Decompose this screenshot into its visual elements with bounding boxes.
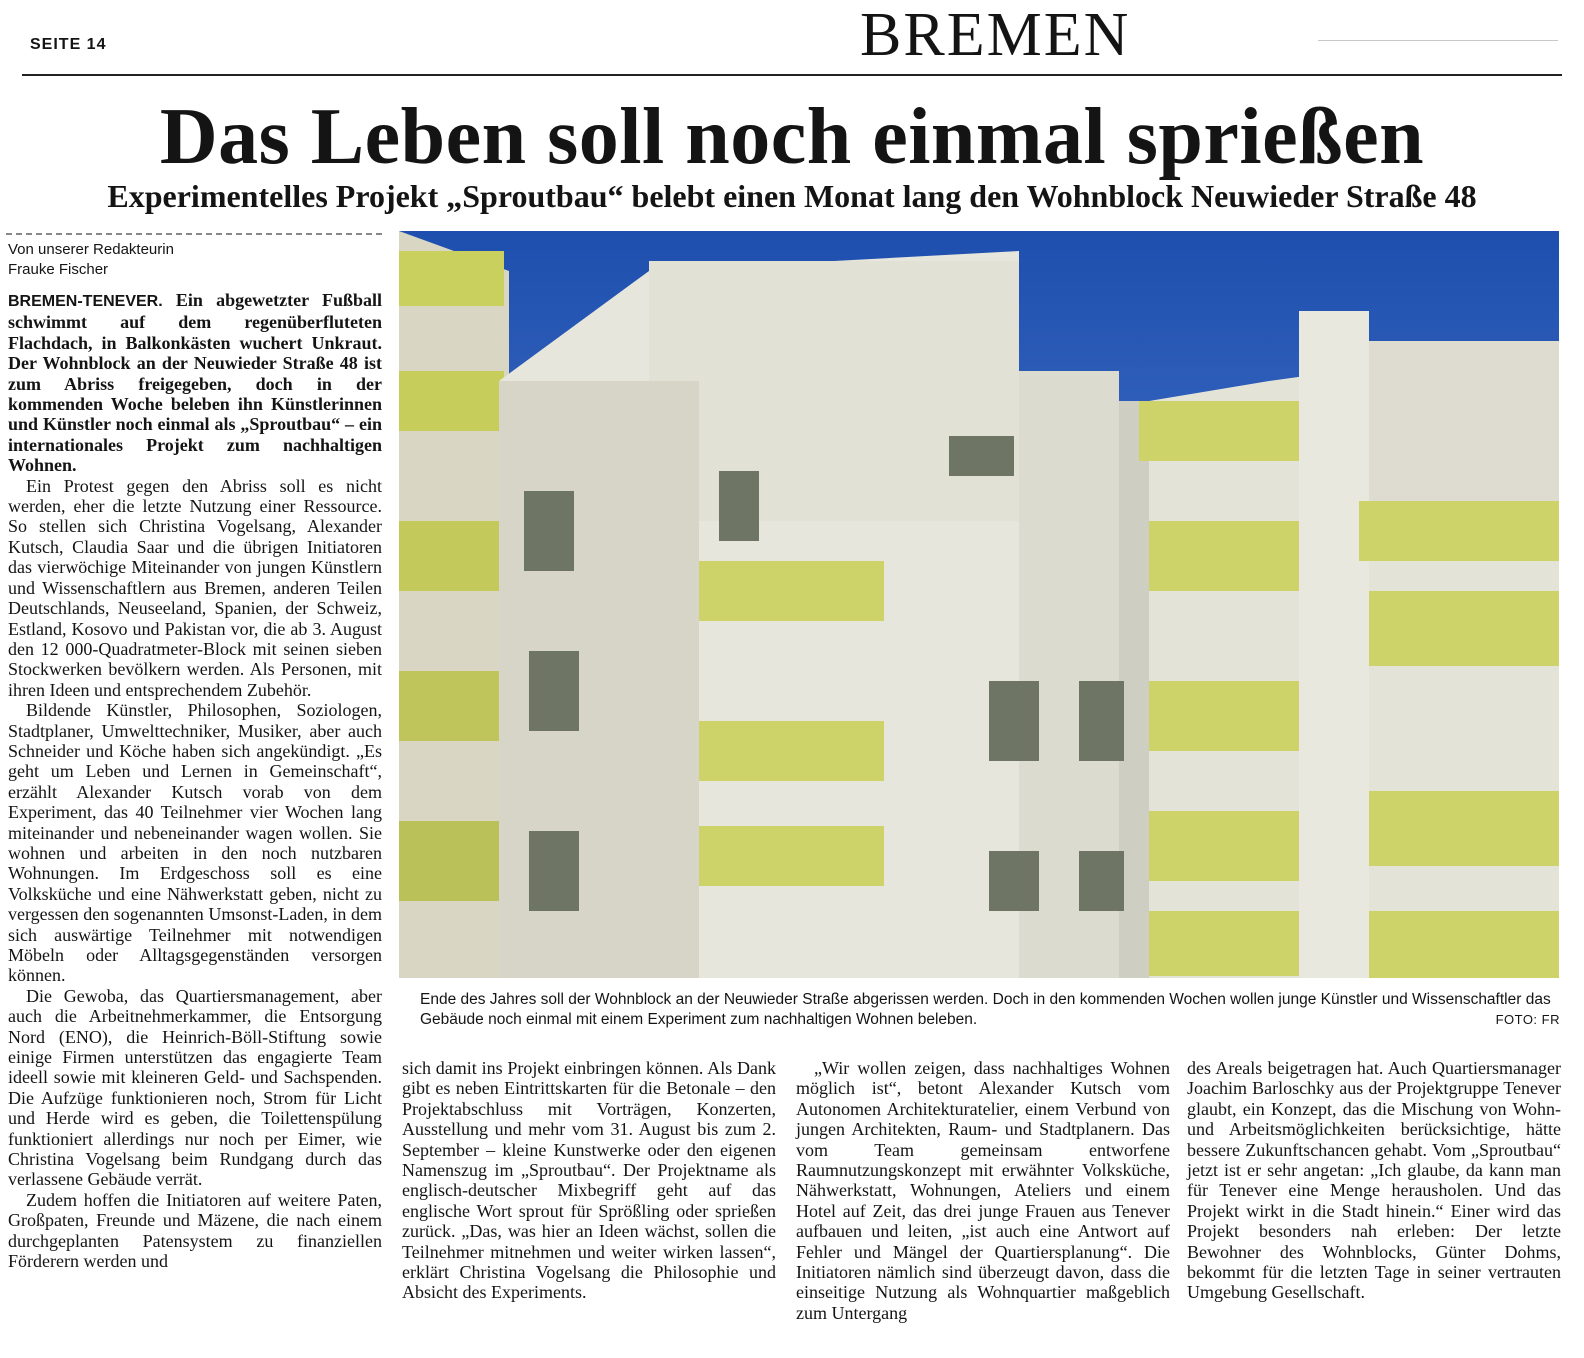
lead-text: Ein abgewetzter Fußball schwimmt auf dem regenüberfluteten Flachdach, in Balkonkästen wuchert Unkraut. Der Wohnblock an der Neuwieder Straße 48 ist zum Abriss freigegeben, doch in der kommenden Woche beleben ihn Künstlerinnen und Künstler noch einmal als „Sproutbau“ – ein internationales Projekt zum nachhaltigen Wohnen. — [8, 290, 382, 476]
body-paragraph: sich damit ins Projekt einbringen können. Als Dank gibt es neben Eintrittskarten für die Betonale – den Projektabschluss mit Vorträgen, Konzerten, Ausstellung und mehr vom 31. August bis zum 2. September – kleine Kunstwerke oder den eigenen Namenszug im „Sproutbau“. Der Projektname als englisch-deutscher Mixbegriff geht auf das englische Wort sprout für Sprößling oder sprießen zurück. „Das, was hier an Ideen wächst, sollen die Teilnehmer mitnehmen und weiter wirken lassen“, erklärt Christina Vogelsang die Philosophie und Absicht des Experiments. — [402, 1058, 776, 1303]
caption-text: Ende des Jahres soll der Wohnblock an der Neuwieder Straße abgerissen werden. Doch in den kommenden Wochen wollen junge Künstler und Wissenschaftler das Gebäude noch einmal mit einem Experiment zum nachhaltigen Wohnen beleben. — [420, 991, 1551, 1028]
byline — [8, 240, 174, 280]
body-paragraph: Die Gewoba, das Quartiersmanagement, aber auch die Arbeitnehmerkammer, die Entsorgung Nord (ENO), die Heinrich-Böll-Stiftung sowie einige Firmen unterstützen das engagierte Team ideell sowie mit kleineren Geld- und Sachspenden. Die Aufzüge funktionieren noch, Strom für Licht und Herde wird es geben, die Toilettenspülung funktioniert allerdings nur noch per Eimer, wie Christina Vogelsang beim Rundgang durch das verlassene Gebäude verrät. — [8, 985, 382, 1190]
article-photo — [399, 231, 1559, 978]
body-paragraph: „Wir wollen zeigen, dass nachhaltiges Wohnen möglich ist“, betont Alexander Kutsch vom Autonomen Architekturatelier, einem Verbund von jungen Architekten, Raum- und Stadtplanern. Das vom Team gemeinsam entworfene Raumnutzungskonzept mit erwähnter Volksküche, Nähwerkstatt, Wohnungen, Ateliers und einem Hotel auf Zeit, das drei junge Frauen aus Tenever aufbauen und leiten, „ist auch eine Antwort auf Fehler und Mängel der Quartiersplanung“. Die Initiatoren nämlich sind überzeugt davon, dass die einseitige Nutzung als Wohnquartier maßgeblich zum Untergang — [796, 1058, 1170, 1323]
byline-divider — [6, 233, 382, 235]
divider — [1318, 40, 1558, 41]
body-paragraph: Ein Protest gegen den Abriss soll es nicht werden, eher die letzte Nutzung einer Ressource. So stellen sich Christina Vogelsang, Alexander Kutsch, Claudia Saar und die übrigen Initiatoren das vierwöchige Miteinander von jungen Künstlern und Wissenschaftlern aus Bremen, anderen Teilen Deutschlands, Neuseeland, Spanien, der Schweiz, Estland, Kosovo und Pakistan vor, die ab 3. August den 12 000-Quadratmeter-Block mit seinen sieben Stockwerken bevölkern werden. Als Personen, mit ihren Ideen und entsprechendem Zubehör. — [8, 475, 382, 700]
dateline: BREMEN-TENEVER. — [8, 293, 163, 310]
photo-caption — [420, 990, 1560, 1030]
page-number: SEITE 14 — [30, 36, 107, 53]
article-column-3 — [796, 1058, 1170, 1323]
body-paragraph: Bildende Künstler, Philosophen, Soziologen, Stadtplaner, Umwelttechniker, Musiker, aber auch Schneider und Köche haben sich angekündigt. „Es geht um Leben und Lernen in Gemeinschaft“, erzählt Alexander Kutsch vorab von dem Experiment, das 40 Teilnehmer vier Wochen lang miteinander und nebeneinander wagen wollen. Sie wohnen und arbeiten in den noch nutzbaren Wohnungen. Im Erdgeschoss soll es eine Volksküche und eine Nähwerkstatt geben, nicht zu vergessen den sogenannten Umsonst-Laden, in dem sich auswärtige Teilnehmer mit notwendigen Möbeln oder Alltagsgegenständen versorgen können. — [8, 700, 382, 986]
subheadline: Experimentelles Projekt „Sproutbau“ belebt einen Monat lang den Wohnblock Neuwieder Straße 48 — [107, 178, 1477, 214]
headline: Das Leben soll noch einmal sprießen — [159, 93, 1425, 181]
article-column-2 — [402, 1058, 776, 1303]
section-title: BREMEN — [860, 1, 1131, 69]
article-column-4 — [1187, 1058, 1561, 1303]
lead-paragraph — [8, 290, 382, 476]
byline-role: Von unserer Redakteurin — [8, 241, 174, 258]
body-paragraph: des Areals beigetragen hat. Auch Quartiersmanager Joachim Barloschky aus der Projektgruppe Tenever glaubt, ein Konzept, das die Mischung von Wohn- und Arbeitsmöglichkeiten berücksichtige, hätte bessere Zukunftschancen gehabt. Vom „Sproutbau“ jetzt ist er sehr angetan: „Ich glaube, da kann man für Tenever eine Menge herausholen. Und das Projekt wirkt in die Stadt hinein.“ Einer wird das Projekt besonders nah erleben: Der letzte Bewohner des Wohnblocks, Günter Dohms, bekommt für die letzten Tage in seiner vertrauten Umgebung Gesellschaft. — [1187, 1058, 1561, 1303]
body-paragraph: Zudem hoffen die Initiatoren auf weitere Paten, Großpaten, Freunde und Mäzene, die nach einem durchgeplanten Patensystem zu finanziellen Förderern werden und — [8, 1189, 382, 1272]
article-column-1 — [8, 290, 382, 1272]
photo-credit: FOTO: FR — [1495, 1012, 1560, 1027]
building-photo-illustration — [399, 231, 1559, 978]
byline-author: Frauke Fischer — [8, 261, 109, 278]
header-rule — [22, 74, 1562, 76]
